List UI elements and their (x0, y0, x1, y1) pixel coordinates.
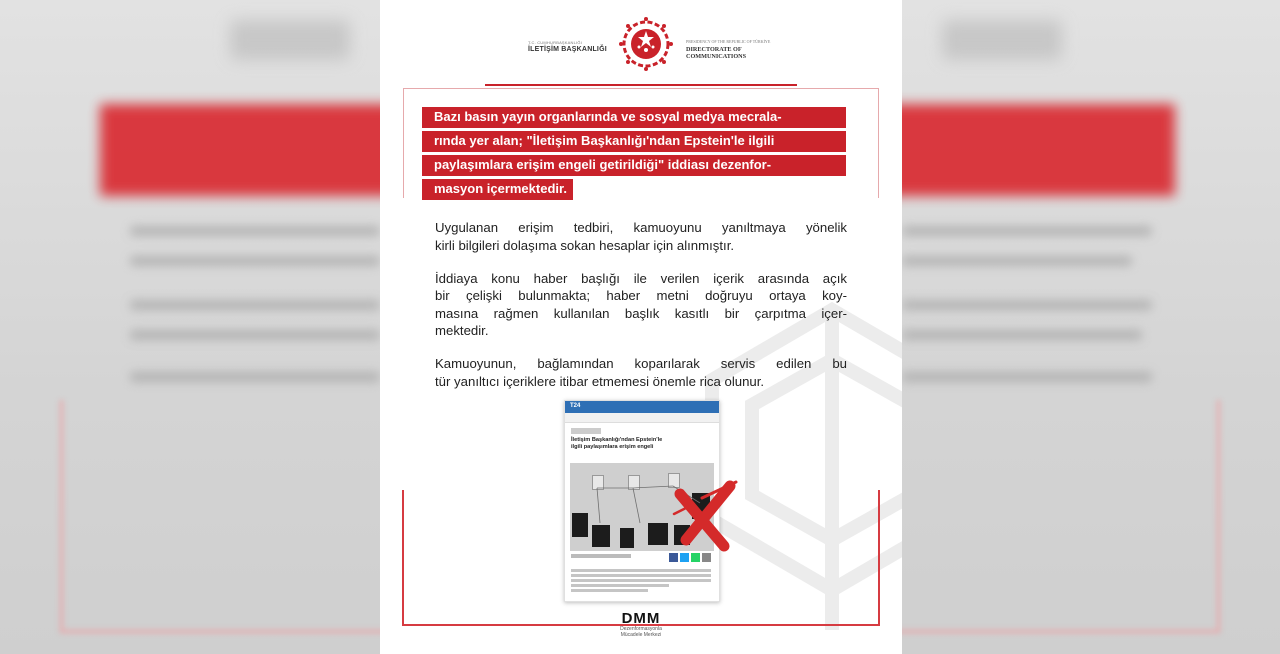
thumbnail-nav-bar (565, 413, 719, 423)
paragraph-1 (435, 219, 847, 254)
logo-tr-subtitle: T.C. CUMHURBAŞKANLIĞI (528, 40, 582, 45)
logo-tr-title: İLETİŞİM BAŞKANLIĞI (528, 46, 607, 53)
thumbnail-title-line: ilgili paylaşımlara erişim engeli (571, 444, 654, 450)
background-text-blur (130, 300, 380, 310)
directorate-logo-text (686, 38, 770, 60)
background-frame-blur (60, 400, 380, 633)
background-text-blur (130, 372, 380, 382)
headline-line: Bazı basın yayın organlarında ve sosyal medya mecrala- (422, 107, 846, 128)
paragraph-2 (435, 270, 847, 340)
thumbnail-site-header (565, 401, 719, 413)
thumbnail-text-line (571, 569, 711, 572)
background-frame-blur (902, 400, 1220, 633)
body-line: Uygulanan erişim tedbiri, kamuoyunu yanıltmaya yönelik (435, 220, 847, 235)
body-text (435, 219, 847, 406)
background-right-blur (902, 0, 1280, 654)
background-headline-blur (100, 104, 380, 196)
thumbnail-breadcrumb (571, 428, 601, 434)
header (380, 8, 902, 78)
background-text-blur (902, 256, 1132, 266)
background-logo-blur (942, 20, 1062, 60)
body-line: İddiaya konu haber başlığı ile verilen içerik arasında açık (435, 270, 847, 286)
red-x-mark-icon (672, 480, 738, 556)
body-line: kirli bilgileri dolaşıma sokan hesaplar için alınmıştır. (435, 237, 735, 253)
background-text-blur (130, 256, 380, 266)
body-line: mektedir. (435, 323, 489, 338)
background-text-blur (902, 226, 1152, 236)
background-text-blur (902, 372, 1152, 382)
background-left-blur (0, 0, 380, 654)
background-headline-blur (902, 104, 1175, 196)
dmm-logo-subtitle: Dezenformasyonla Mücadele Merkezi (620, 626, 662, 638)
headline-line: rında yer alan; "İletişim Başkanlığı'ndan Epstein'le ilgili (422, 131, 846, 152)
logo-en-line2: COMMUNICATIONS (686, 53, 747, 60)
background-logo-blur (230, 20, 350, 60)
star-emblem-icon (618, 16, 674, 72)
headline-block (422, 107, 862, 203)
body-line: tür yanıltıcı içeriklere itibar etmemesi önemle rica olunur. (435, 373, 765, 389)
paragraph-3 (435, 355, 847, 390)
header-divider (485, 84, 797, 86)
thumbnail-text-line (571, 589, 648, 592)
dmm-logo-text: DMM (621, 610, 661, 627)
background-text-blur (130, 226, 380, 236)
headline-line: paylaşımlara erişim engeli getirildiği" iddiası dezenfor- (422, 155, 846, 176)
background-text-blur (902, 300, 1152, 310)
thumbnail-text-line (571, 574, 711, 577)
body-line: bir çelişki bulunmakta; haber metni doğruyu ortaya koy- (435, 288, 847, 303)
dmm-logo (612, 612, 670, 638)
announcement-poster (380, 0, 902, 654)
background-text-blur (902, 330, 1142, 340)
thumbnail-site-logo: T24 (570, 403, 581, 409)
iletisim-logo-text (528, 40, 607, 53)
thumbnail-title-line: İletişim Başkanlığı'ndan Epstein'le (571, 437, 663, 443)
logo-en-line1: DIRECTORATE OF (686, 46, 742, 53)
thumbnail-text-line (571, 579, 711, 582)
thumbnail-article-text (571, 569, 711, 594)
thumbnail-byline (571, 554, 631, 558)
background-text-blur (130, 330, 380, 340)
body-line: Kamuoyunun, bağlamından koparılarak servis edilen bu (435, 356, 847, 371)
thumbnail-text-line (571, 584, 669, 587)
logo-en-subtitle: PRESIDENCY OF THE REPUBLIC OF TÜRKİYE (686, 39, 771, 44)
body-line: masına rağmen kullanılan başlık kasıtlı bir çarpıtma içer- (435, 305, 847, 321)
headline-line: masyon içermektedir. (422, 179, 573, 200)
